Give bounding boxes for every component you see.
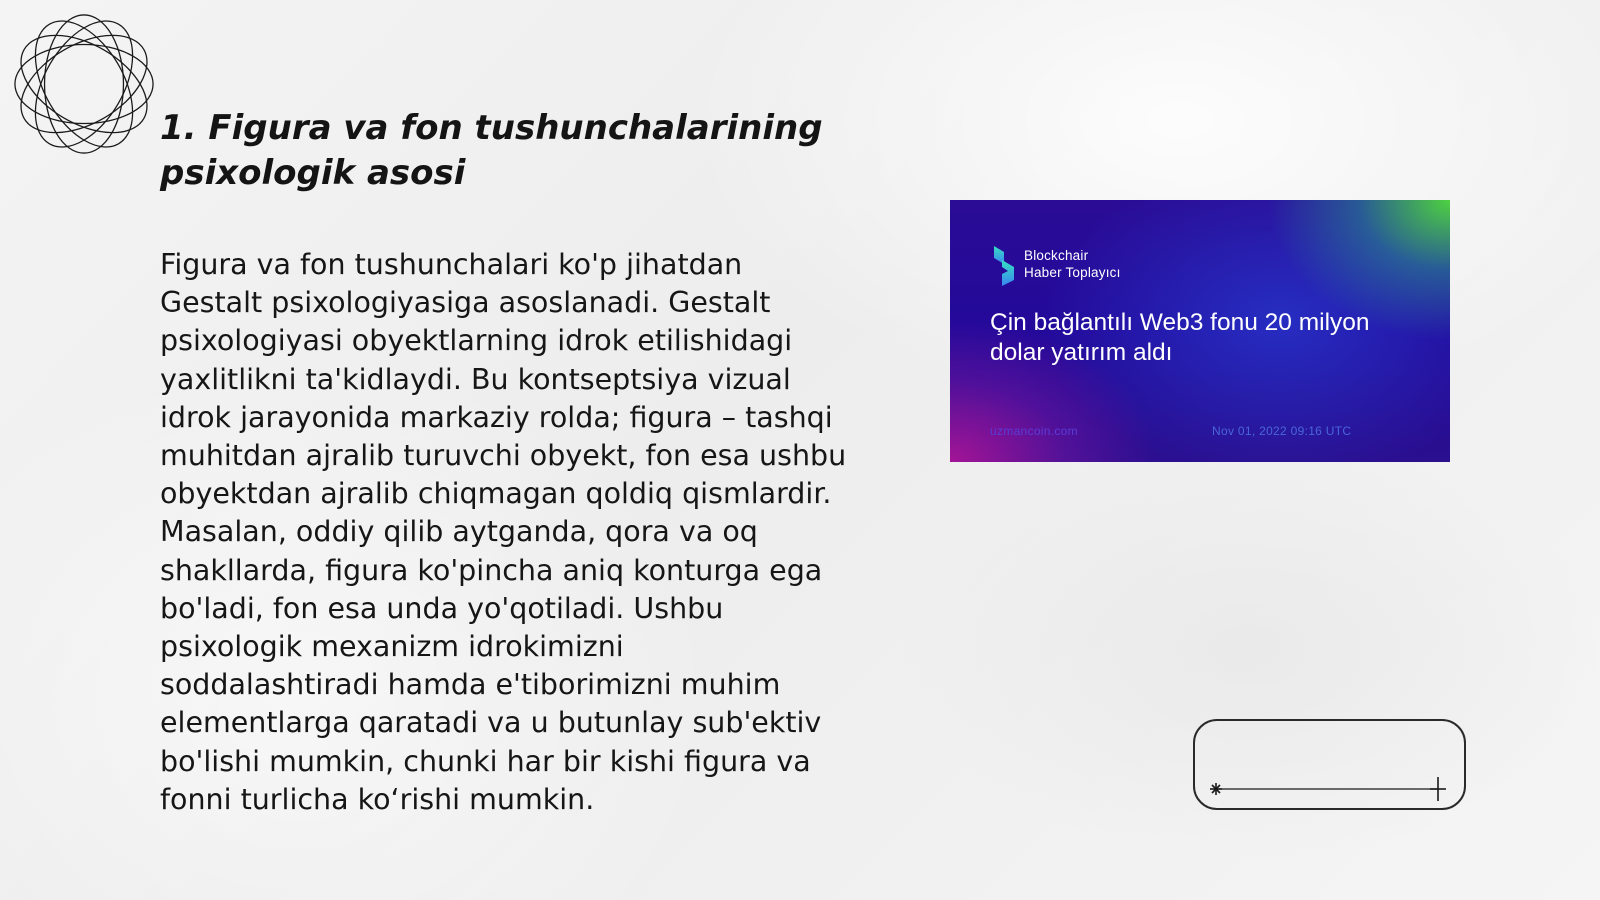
orbit-rings-icon	[10, 10, 158, 158]
slide-title: 1. Figura va fon tushunchalarining psixologik asosi	[160, 108, 823, 193]
blockchair-logo-icon	[990, 244, 1016, 286]
news-site: uzmancoin.com	[990, 424, 1078, 438]
sparkle-icon	[1210, 783, 1222, 795]
news-image-card	[950, 200, 1450, 462]
brand-name: Blockchair	[1024, 248, 1089, 263]
news-headline: Çin bağlantılı Web3 fonu 20 milyon dolar yatırım aldı	[990, 309, 1370, 366]
brand-subtitle: Haber Toplayıcı	[1024, 265, 1121, 280]
news-timestamp: Nov 01, 2022 09:16 UTC	[1212, 424, 1352, 438]
frame-line-decoration	[1208, 775, 1448, 803]
plus-star-icon	[1430, 777, 1446, 801]
slide-body-text: Figura va fon tushunchalari ko'p jihatdan Gestalt psixologiyasiga asoslanadi. Gestalt psixologiyasi obyektlarning idrok etilishidagi yaxlitlikni ta'kidlaydi. Bu kontseptsiya vizual idrok jarayonida markaziy rolda; figura – tashqi muhitdan ajralib turuvchi obyekt, fon esa ushbu obyektdan ajralib chiqmagan qoldiq qismlardir. Masalan, oddiy qilib aytganda, qora va oq shakllarda, figura ko'pincha aniq konturga ega bo'ladi, fon esa unda yo'qotiladi. Ushbu psixologik mexanizm idrokimizni soddalashtiradi hamda e'tiborimizni muhim elementlarga qaratadi va u butunlay sub'ektiv bo'lishi mumkin, chunki har bir kishi figura va fonni turlicha ko‘rishi mumkin.	[160, 248, 847, 816]
